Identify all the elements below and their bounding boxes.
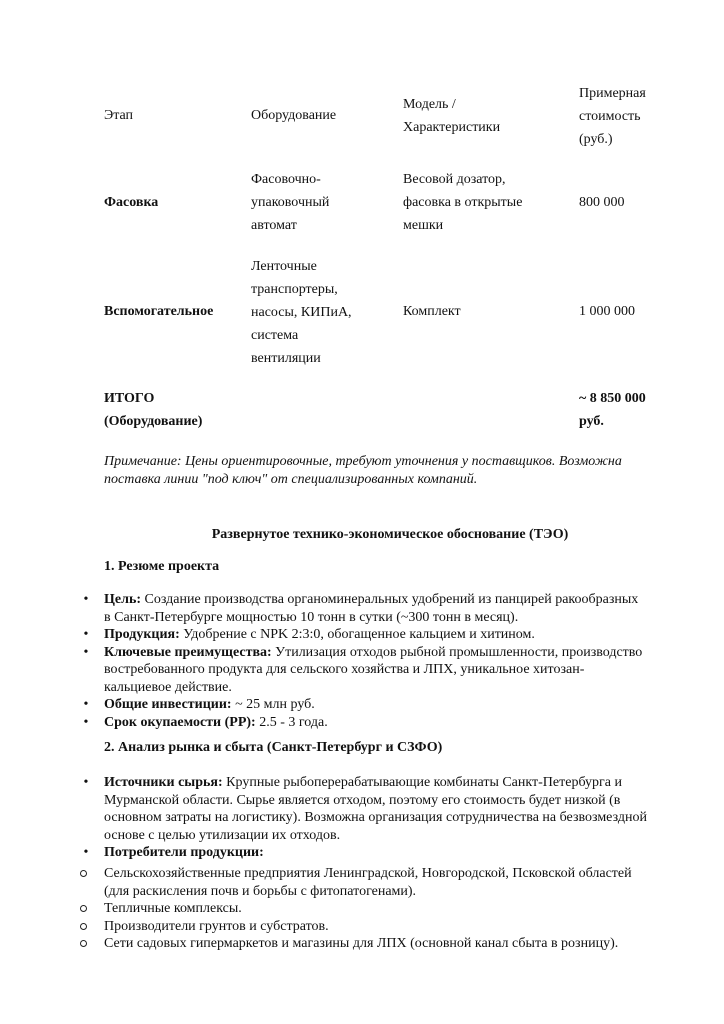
circle-bullet-icon bbox=[80, 870, 87, 877]
bullet-icon: • bbox=[83, 697, 89, 712]
row-1-stage: Фасовка bbox=[104, 195, 159, 210]
list-item: • Источники сырья: Крупные рыбоперерабатывающие комбинаты Санкт-Петербурга и Мурманской области. Сырье является отходом, поэтому его стоимость будет низкой (в основном затраты на логистику). Возможна организация сотрудничества на безвозмездной основе с целью утилизации их отходов. bbox=[104, 774, 684, 844]
row-1-model: Весовой дозатор, фасовка в открытые мешки bbox=[403, 172, 523, 233]
list-item: • Продукция: Удобрение с NPK 2:3:0, обогащенное кальцием и хитином. bbox=[104, 626, 664, 644]
list-item: • Срок окупаемости (PP): 2.5 - 3 года. bbox=[104, 714, 664, 732]
header-stage: Этап bbox=[104, 108, 134, 123]
circle-bullet-icon bbox=[80, 940, 87, 947]
list-item: • Общие инвестиции: ~ 25 млн руб. bbox=[104, 696, 664, 714]
price-note: Примечание: Цены ориентировочные, требуют уточнения у поставщиков. Возможна поставка линии "под ключ" от специализированных компаний. bbox=[104, 454, 622, 487]
header-cost: Примерная стоимость (руб.) bbox=[579, 86, 646, 147]
list-item: • Потребители продукции: bbox=[104, 844, 684, 862]
market-list bbox=[83, 774, 684, 862]
total-label: ИТОГО (Оборудование) bbox=[104, 391, 203, 429]
bullet-icon: • bbox=[83, 775, 89, 790]
list-item: • Цель: Создание производства органоминеральных удобрений из панцирей ракообразных в Санкт-Петербурге мощностью 10 тонн в сутки (~300 тонн в месяц). bbox=[104, 591, 664, 626]
circle-bullet-icon bbox=[80, 905, 87, 912]
market-heading: 2. Анализ рынка и сбыта (Санкт-Петербург и СЗФО) bbox=[104, 740, 443, 755]
bullet-icon: • bbox=[83, 845, 89, 860]
bullet-icon: • bbox=[83, 592, 89, 607]
sub-list-item: Сельскохозяйственные предприятия Ленинградской, Новгородской, Псковской областей (для раскисления почв и борьбы с фитопатогенами). bbox=[104, 865, 684, 900]
circle-bullet-icon bbox=[80, 923, 87, 930]
sub-list-item: Производители грунтов и субстратов. bbox=[104, 918, 684, 936]
list-item: • Ключевые преимущества: Утилизация отходов рыбной промышленности, производство востребованного продукта для сельского хозяйства и ЛПХ, уникальное хитозан- кальциевое действие. bbox=[104, 644, 664, 697]
row-2-stage: Вспомогательное bbox=[104, 304, 214, 319]
row-2-model: Комплект bbox=[403, 304, 461, 319]
bullet-icon: • bbox=[83, 714, 89, 730]
row-2-equipment: Ленточные транспортеры, насосы, КИПиА, система вентиляции bbox=[251, 259, 352, 366]
header-model: Модель / Характеристики bbox=[403, 97, 501, 135]
section-title: Развернутое технико-экономическое обоснование (ТЭО) bbox=[211, 527, 569, 542]
row-2-cost: 1 000 000 bbox=[579, 304, 635, 319]
header-equipment: Оборудование bbox=[251, 108, 337, 123]
row-1-cost: 800 000 bbox=[579, 195, 625, 210]
bullet-icon: • bbox=[83, 627, 89, 642]
sub-list-item: Сети садовых гипермаркетов и магазины для ЛПХ (основной канал сбыта в розницу). bbox=[104, 935, 684, 953]
sub-list-item: Тепличные комплексы. bbox=[104, 900, 684, 918]
total-value: ~ 8 850 000 руб. bbox=[579, 391, 646, 429]
row-1-equipment: Фасовочно- упаковочный автомат bbox=[251, 172, 330, 233]
bullet-icon: • bbox=[83, 644, 89, 660]
consumers-sublist bbox=[104, 865, 684, 953]
summary-heading: 1. Резюме проекта bbox=[104, 559, 220, 574]
summary-list bbox=[83, 591, 664, 731]
